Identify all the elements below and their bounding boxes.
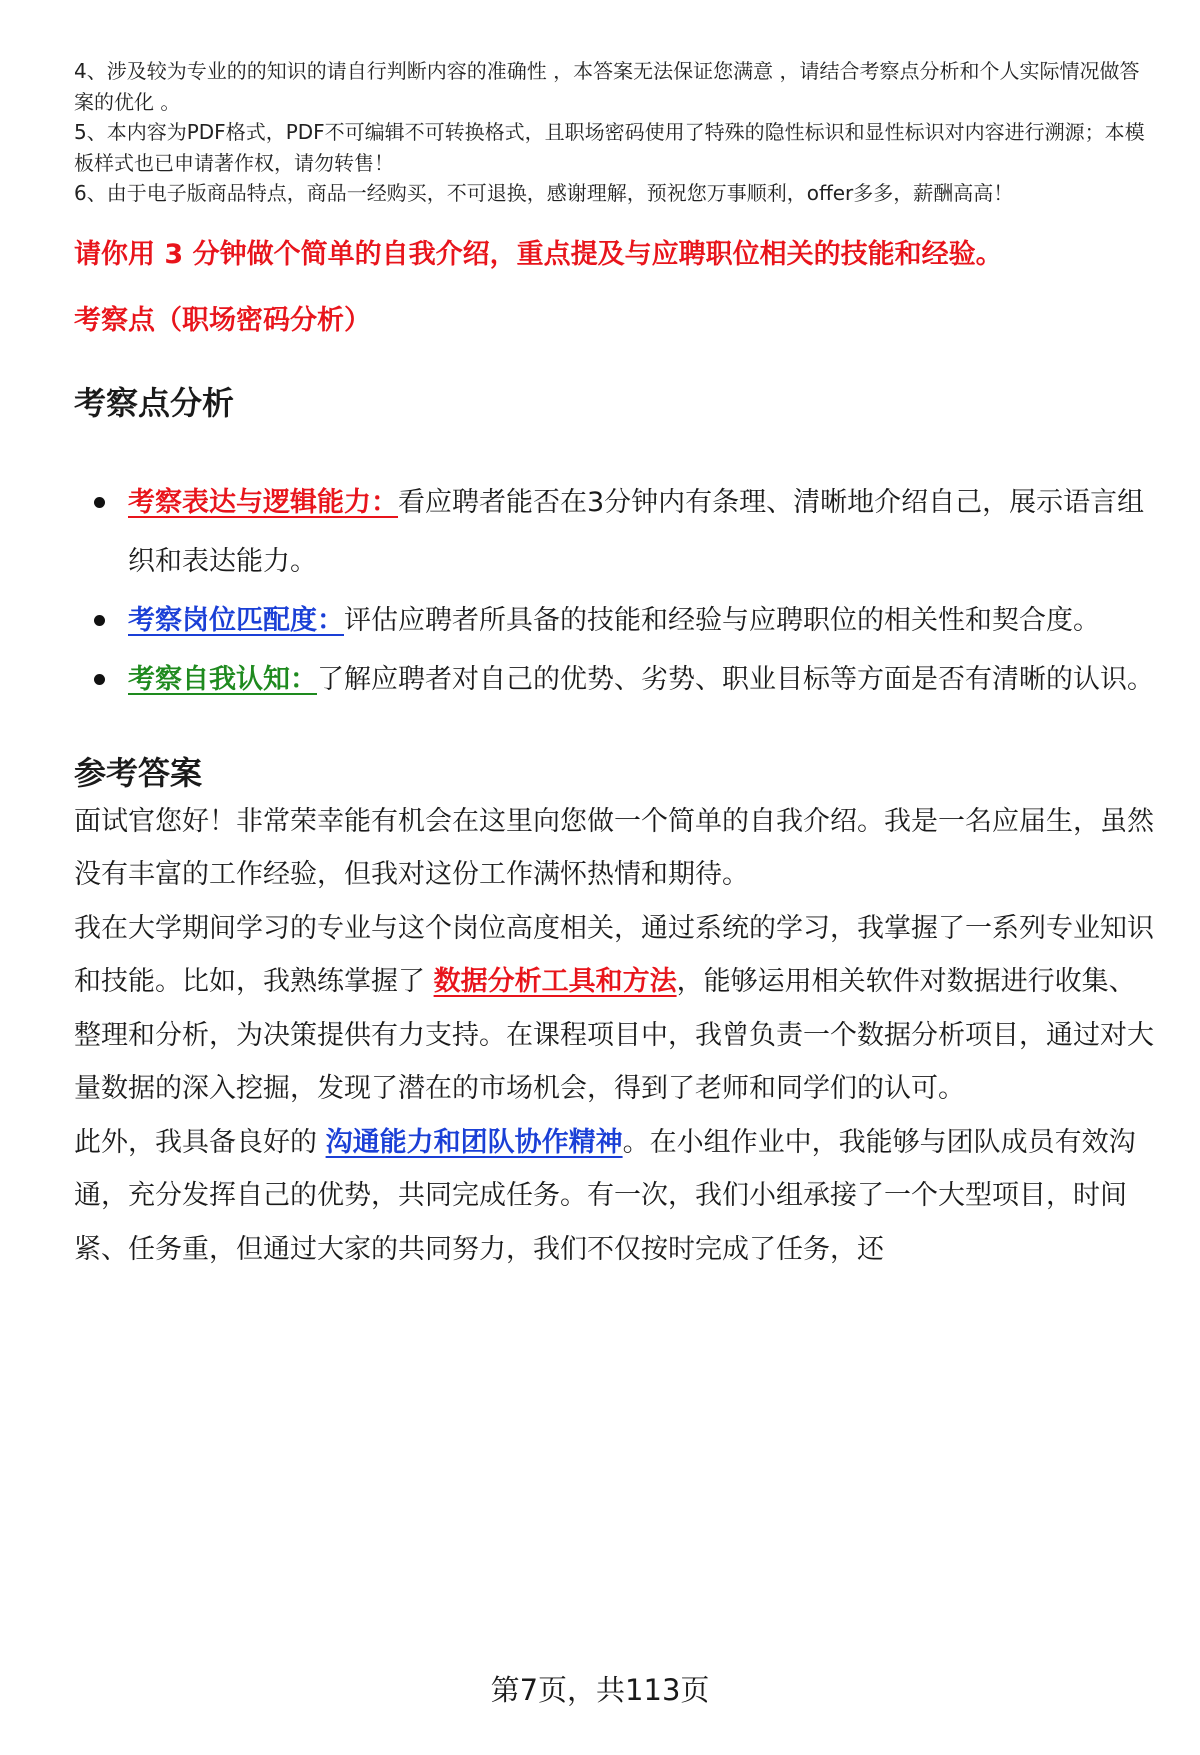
analysis-item — [74, 473, 1159, 591]
bullet-icon — [94, 497, 105, 508]
analysis-list — [74, 473, 1159, 709]
analysis-label: 考察表达与逻辑能力： — [128, 486, 398, 518]
answer-paragraph — [74, 1116, 1159, 1277]
highlight-text: 沟通能力和团队协作精神 — [325, 1126, 623, 1158]
analysis-text: 了解应聘者对自己的优势、劣势、职业目标等方面是否有清晰的认识。 — [317, 663, 1154, 695]
notice-item: 5、本内容为PDF格式，PDF不可编辑不可转换格式，且职场密码使用了特殊的隐性标识和显性标识对内容进行溯源；本模板样式也已申请著作权，请勿转售！ — [74, 120, 1145, 175]
answer-text: ，能够运用相关软件对数据进行收集、整理和分析，为决策提供有力支持。在课程项目中，我曾负责一个数据分析项目，通过对大量数据的深入挖掘，发现了潜在的市场机会，得到了老师和同学们的认可。 — [74, 966, 1154, 1104]
notice-item: 6、由于电子版商品特点，商品一经购买，不可退换，感谢理解，预祝您万事顺利，offer多多，薪酬高高！ — [74, 181, 1014, 205]
analysis-item — [74, 650, 1159, 709]
point-title: 考察点（职场密码分析） — [74, 304, 371, 336]
analysis-text: 看应聘者能否在3分钟内有条理、清晰地介绍自己，展示语言组织和表达能力。 — [128, 486, 1145, 577]
answer-text: 此外，我具备良好的 — [74, 1126, 326, 1158]
analysis-label: 考察岗位匹配度： — [128, 604, 344, 636]
page-number: 第7页，共113页 — [490, 1673, 710, 1707]
answer-text: 我在大学期间学习的专业与这个岗位高度相关，通过系统的学习，我掌握了一系列专业知识和技能。比如，我熟练掌握了 — [74, 912, 1154, 997]
page-content — [74, 56, 1159, 1276]
answer-paragraph — [74, 902, 1159, 1116]
interview-question: 请你用 3 分钟做个简单的自我介绍，重点提及与应聘职位相关的技能和经验。 — [74, 238, 1003, 270]
answer-heading: 参考答案 — [74, 753, 203, 792]
analysis-label: 考察自我认知： — [128, 663, 317, 695]
answer-paragraph: 面试官您好！非常荣幸能有机会在这里向您做一个简单的自我介绍。我是一名应届生，虽然没有丰富的工作经验，但我对这份工作满怀热情和期待。 — [74, 805, 1154, 890]
bullet-icon — [94, 674, 105, 685]
highlight-text: 数据分析工具和方法 — [433, 966, 677, 997]
bullet-icon — [94, 615, 105, 626]
analysis-text: 评估应聘者所具备的技能和经验与应聘职位的相关性和契合度。 — [344, 604, 1100, 636]
answer-text: 。在小组作业中，我能够与团队成员有效沟通，充分发挥自己的优势，共同完成任务。有一次，我们小组承接了一个大型项目，时间紧、任务重，但通过大家的共同努力，我们不仅按时完成了任务，还 — [74, 1126, 1136, 1265]
analysis-item — [74, 591, 1159, 650]
notice-item: 4、涉及较为专业的的知识的请自行判断内容的准确性 ，本答案无法保证您满意 ，请结合考察点分析和个人实际情况做答案的优化 。 — [74, 59, 1140, 114]
analysis-heading: 考察点分析 — [74, 383, 235, 422]
